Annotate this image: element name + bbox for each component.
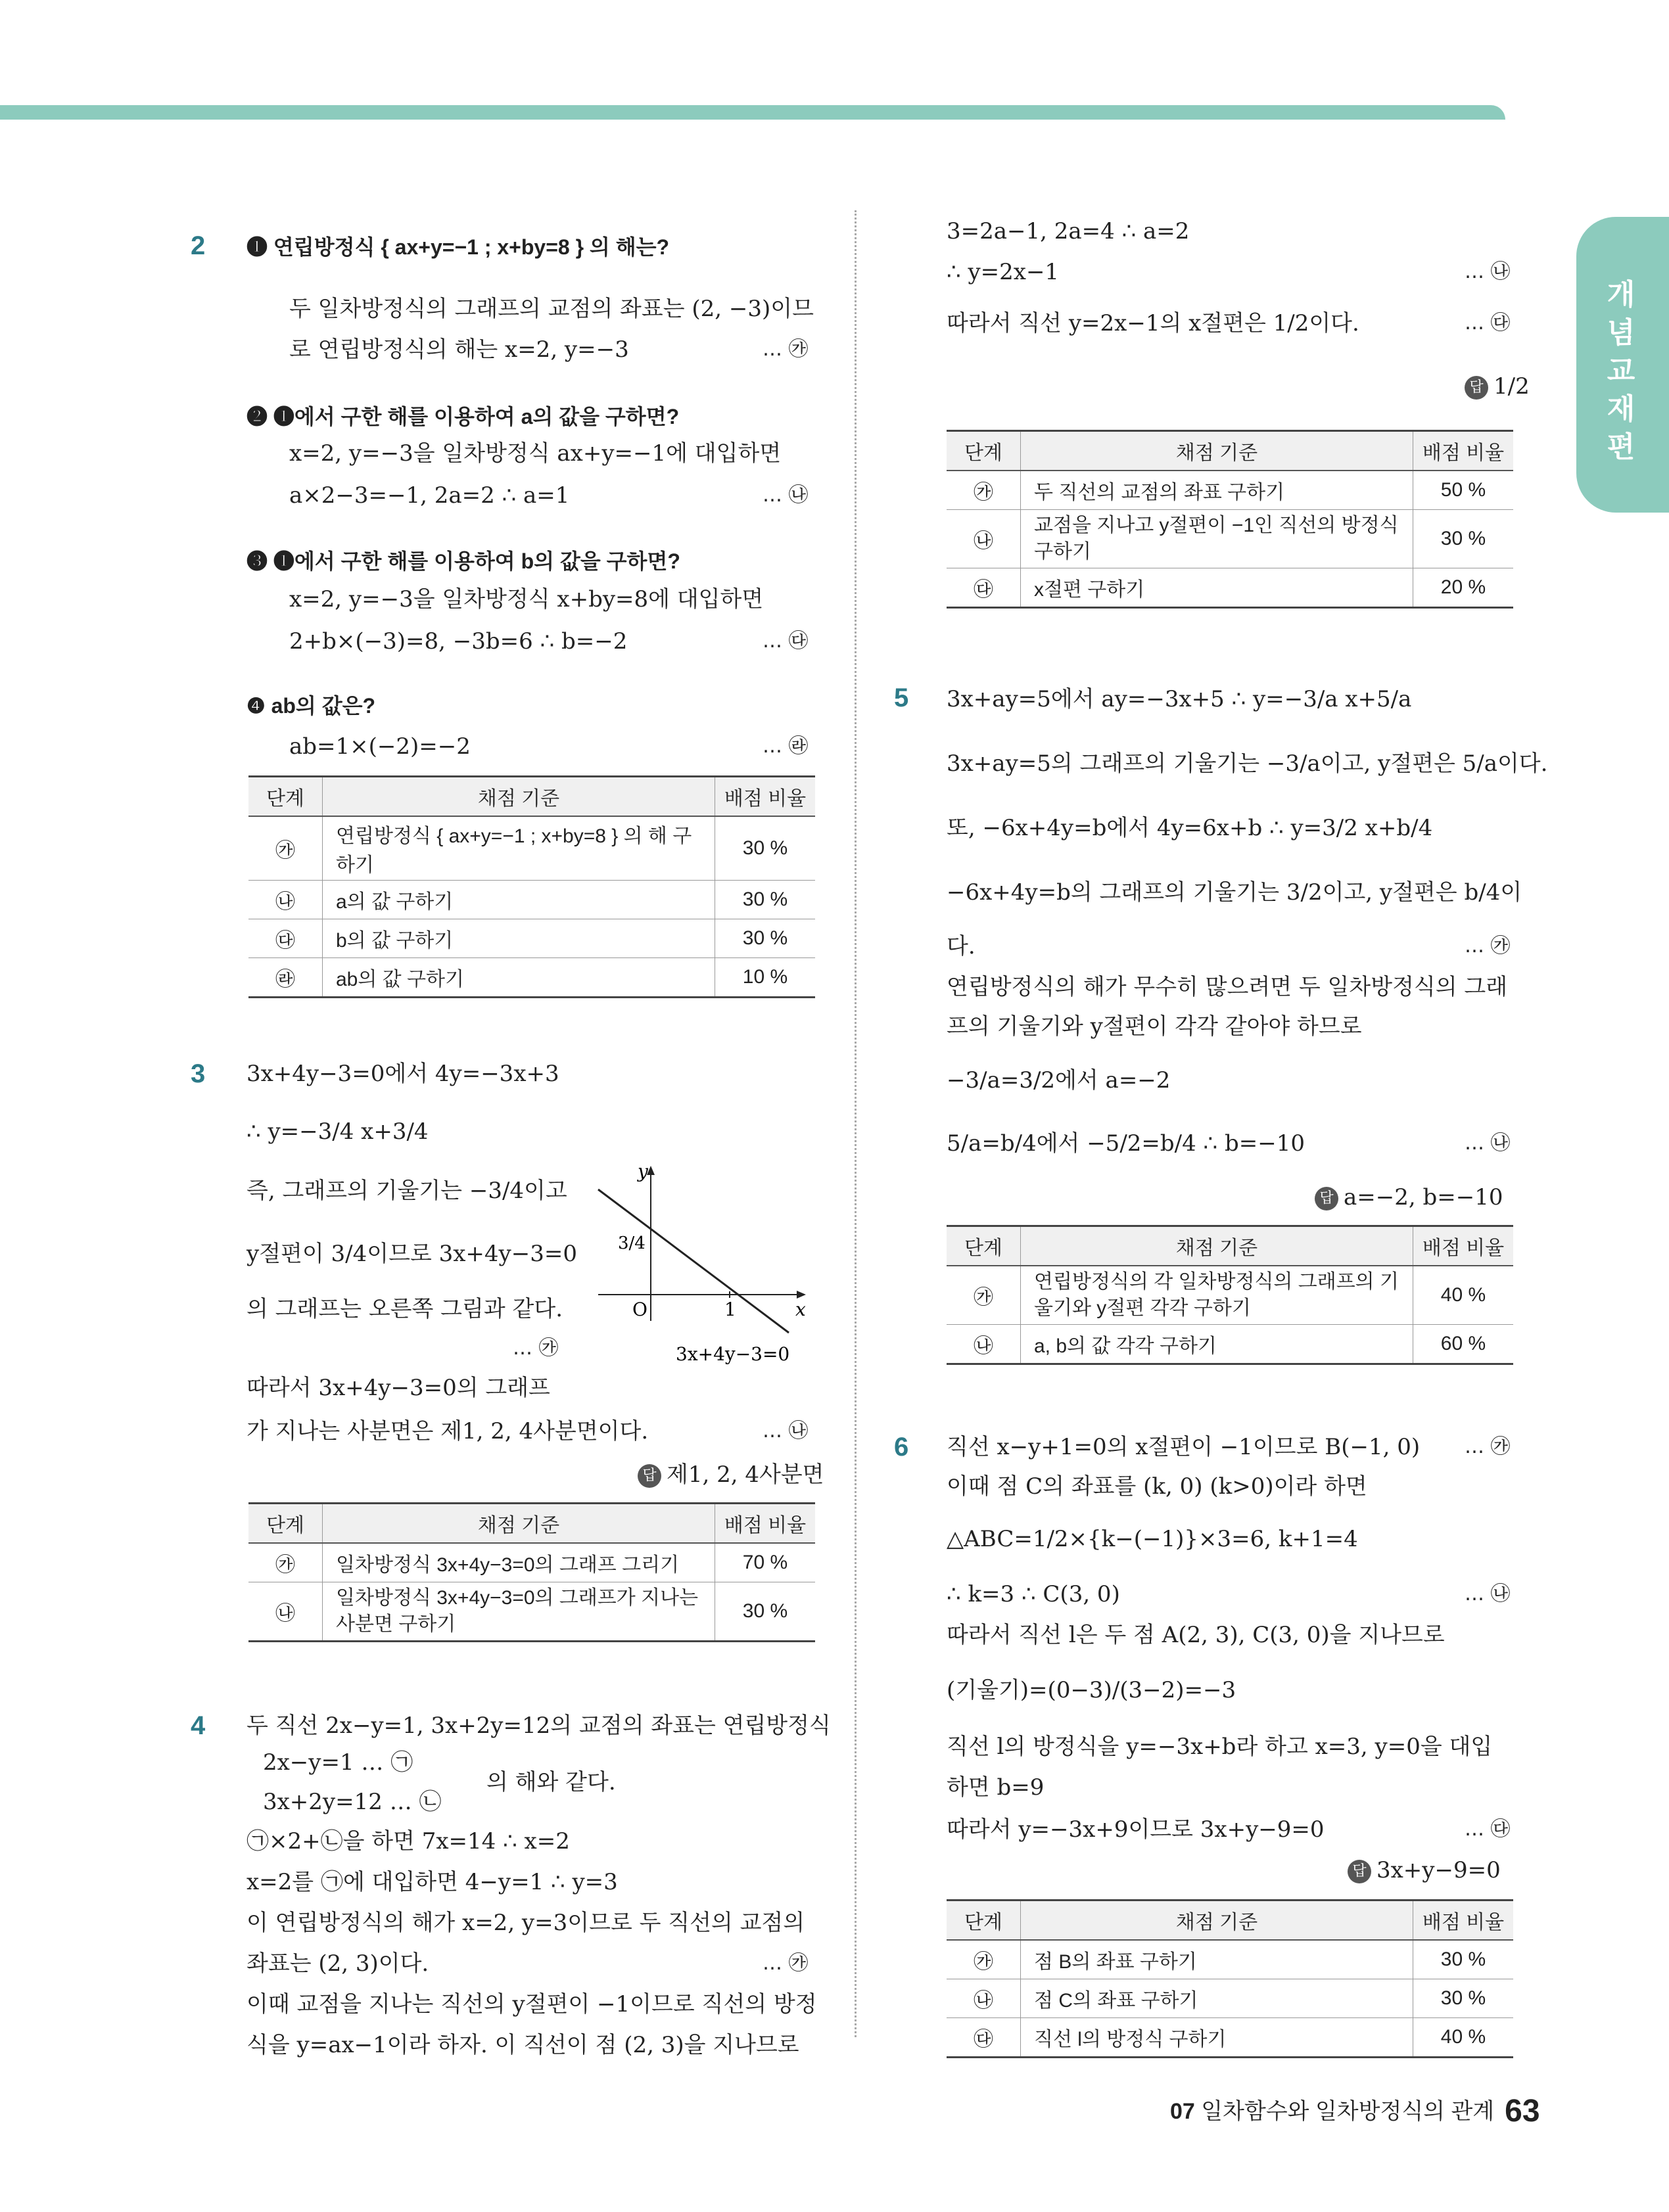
page-number: 63 [1505,2094,1540,2129]
cell: ㉯ [248,881,323,919]
p3-answer-text: 제1, 2, 4사분면 [667,1462,824,1488]
line-label: 3x+4y−3=0 [676,1343,790,1365]
p3-l3: 즉, 그래프의 기울기는 −3/4이고 [247,1178,567,1204]
p6-answer-text: 3x+y−9=0 [1376,1857,1501,1883]
th-step: 단계 [947,1226,1021,1266]
cell: ㉮ [248,816,323,881]
p5-l5: 다. [947,933,976,959]
cell: ㉯ [947,1325,1021,1364]
th-ratio: 배점 비율 [715,777,816,817]
cell: 일차방정식 3x+4y−3=0의 그래프가 지나는 사분면 구하기 [323,1582,715,1642]
p5-l2: 3x+ay=5의 그래프의 기울기는 −3/a이고, y절편은 5/a이다. [947,750,1548,777]
top-decor-bar [0,105,1505,120]
cell: 점 B의 좌표 구하기 [1021,1940,1413,1979]
p5-answer-text: a=−2, b=−10 [1344,1184,1503,1210]
p3-mark-na: … ㉯ [763,1419,809,1442]
p6-l1: 직선 x−y+1=0의 x절편이 −1이므로 B(−1, 0) [947,1434,1421,1460]
p5-l3: 또, −6x+4y=b에서 4y=6x+b ∴ y=3/2 x+b/4 [947,815,1433,841]
cell: 20 % [1413,568,1514,608]
footer-title: 일차함수와 일차방정식의 관계 [1201,2099,1495,2124]
problem-4-number: 4 [191,1711,206,1740]
cell: x절편 구하기 [1021,568,1413,608]
th-criteria: 채점 기준 [1021,431,1413,471]
cell: ㉮ [947,1940,1021,1979]
answer-icon: 답 [638,1464,661,1488]
column-divider [855,210,857,2037]
cell: 교점을 지나고 y절편이 −1인 직선의 방정식 구하기 [1021,510,1413,568]
p2-step4-question: ❹ ab의 값은? [247,694,376,718]
p6-l7: 직선 l의 방정식을 y=−3x+b라 하고 x=3, y=0을 대입 [947,1734,1493,1760]
footer-chapter: 07 [1170,2099,1195,2124]
y-tick-label: 3/4 [618,1233,646,1253]
problem-3-number: 3 [191,1059,206,1088]
cell: 연립방정식의 각 일차방정식의 그래프의 기울기와 y절편 각각 구하기 [1021,1266,1413,1325]
x-label: x [795,1299,806,1320]
p6-l4: ∴ k=3 ∴ C(3, 0) [947,1581,1120,1607]
p6-mark-da: … ㉰ [1465,1818,1511,1841]
th-step: 단계 [248,777,323,817]
p5-l6: 연립방정식의 해가 무수히 많으려면 두 일차방정식의 그래 [947,974,1508,1000]
p4-r1: 3=2a−1, 2a=4 ∴ a=2 [947,218,1190,244]
cell: 연립방정식 { ax+y=−1 ; x+by=8 } 의 해 구하기 [323,816,715,881]
p4-l3: ㉠×2+㉡을 하면 7x=14 ∴ x=2 [247,1828,570,1855]
p6-l2: 이때 점 C의 좌표를 (k, 0) (k>0)이라 하면 [947,1473,1367,1500]
cell: 30 % [715,816,816,881]
p4-mark-na: … ㉯ [1465,260,1511,283]
p4-r2: ∴ y=2x−1 [947,259,1060,285]
p5-grading-table [947,1225,1513,1365]
cell: 30 % [715,1582,816,1642]
cell: ㉰ [248,919,323,958]
p4-answer [1465,372,1530,401]
p3-answer [638,1460,824,1489]
th-step: 단계 [248,1504,323,1544]
p4-mark-ga: … ㉮ [763,1952,809,1975]
th-ratio: 배점 비율 [715,1504,816,1544]
th-ratio: 배점 비율 [1413,431,1514,471]
p2-step2-question: ❷ ❶에서 구한 해를 이용하여 a의 값을 구하면? [247,405,680,428]
p2-s2-a2: a×2−3=−1, 2a=2 ∴ a=1 [289,482,570,509]
answer-icon: 답 [1465,376,1488,400]
p2-s2-a1: x=2, y=−3을 일차방정식 ax+y=−1에 대입하면 [289,440,782,467]
th-criteria: 채점 기준 [1021,1226,1413,1266]
cell: b의 값 구하기 [323,919,715,958]
p4-l8: 식을 y=ax−1이라 하자. 이 직선이 점 (2, 3)을 지나므로 [247,2032,799,2058]
cell: ㉰ [947,568,1021,608]
p4-l2c: 의 해와 같다. [486,1769,616,1795]
cell: ㉯ [947,1979,1021,2018]
cell: 10 % [715,958,816,998]
p2-step1-question: ❶ 연립방정식 { ax+y=−1 ; x+by=8 } 의 해는? [247,235,670,259]
p4-l5: 이 연립방정식의 해가 x=2, y=3이므로 두 직선의 교점의 [247,1910,805,1936]
cell: ㉰ [947,2018,1021,2058]
p6-grading-table [947,1899,1513,2058]
p2-mark-da: … ㉰ [763,630,809,653]
p2-s4-a1: ab=1×(−2)=−2 [289,733,471,760]
p2-s1-a1: 두 일차방정식의 그래프의 교점의 좌표는 (2, −3)이므 [289,296,814,322]
problem-2-number: 2 [191,231,206,260]
cell: ㉮ [947,1266,1021,1325]
p4-answer-text: 1/2 [1493,373,1530,400]
p6-l8: 하면 b=9 [947,1774,1045,1801]
cell: ㉮ [248,1543,323,1582]
cell: 30 % [1413,1940,1514,1979]
p5-answer [1315,1183,1503,1212]
p2-s3-a1: x=2, y=−3을 일차방정식 x+by=8에 대입하면 [289,586,764,612]
cell: 30 % [1413,510,1514,568]
th-criteria: 채점 기준 [1021,1901,1413,1941]
page-footer [1170,2093,1540,2129]
p3-l5: 의 그래프는 오른쪽 그림과 같다. [247,1296,563,1322]
problem-5-number: 5 [894,683,909,712]
p4-l2a: 2x−y=1 … ㉠ [263,1749,413,1776]
side-tab [1576,217,1669,513]
cell: ㉱ [248,958,323,998]
cell: 일차방정식 3x+4y−3=0의 그래프 그리기 [323,1543,715,1582]
p6-mark-ga: … ㉮ [1465,1435,1511,1458]
th-ratio: 배점 비율 [1413,1226,1514,1266]
th-ratio: 배점 비율 [1413,1901,1514,1941]
cell: 30 % [1413,1979,1514,2018]
p6-l6: (기울기)=(0−3)/(3−2)=−3 [947,1677,1236,1703]
p6-l9: 따라서 y=−3x+9이므로 3x+y−9=0 [947,1816,1325,1843]
p2-grading-table [248,775,815,998]
p3-l7: 가 지나는 사분면은 제1, 2, 4사분면이다. [247,1418,649,1444]
cell: 40 % [1413,2018,1514,2058]
x-arrow [797,1291,806,1299]
p3-l4: y절편이 3/4이므로 3x+4y−3=0 [247,1241,577,1267]
p2-step3-question: ❸ ❶에서 구한 해를 이용하여 b의 값을 구하면? [247,549,680,573]
p5-l1: 3x+ay=5에서 ay=−3x+5 ∴ y=−3/a x+5/a [947,686,1412,712]
cell: 40 % [1413,1266,1514,1325]
p4-l2b: 3x+2y=12 … ㉡ [263,1789,442,1815]
p4-r3: 따라서 직선 y=2x−1의 x절편은 1/2이다. [947,310,1359,336]
th-criteria: 채점 기준 [323,1504,715,1544]
p3-grading-table [248,1502,815,1642]
cell: ㉯ [248,1582,323,1642]
cell: 두 직선의 교점의 좌표 구하기 [1021,471,1413,510]
p3-l2: ∴ y=−3/4 x+3/4 [247,1118,429,1145]
th-criteria: 채점 기준 [323,777,715,817]
cell: a, b의 값 각각 구하기 [1021,1325,1413,1364]
problem-6-number: 6 [894,1433,909,1462]
p4-l1: 두 직선 2x−y=1, 3x+2y=12의 교점의 좌표는 연립방정식 [247,1713,831,1739]
p2-s3-a2: 2+b×(−3)=8, −3b=6 ∴ b=−2 [289,628,628,655]
p4-l6: 좌표는 (2, 3)이다. [247,1950,429,1977]
p5-mark-na: … ㉯ [1465,1132,1511,1155]
p6-answer [1348,1856,1501,1885]
p3-graph [578,1163,815,1373]
p4-grading-table [947,430,1513,609]
y-label: y [638,1163,648,1182]
p2-mark-na: … ㉯ [763,484,809,507]
p5-l7: 프의 기울기와 y절편이 각각 같아야 하므로 [947,1013,1362,1040]
answer-icon: 답 [1315,1187,1338,1210]
cell: ㉯ [947,510,1021,568]
cell: 30 % [715,919,816,958]
p6-l3: △ABC=1/2×{k−(−1)}×3=6, k+1=4 [947,1526,1358,1552]
origin-label: O [632,1299,647,1320]
p5-mark-ga: … ㉮ [1465,934,1511,957]
cell: a의 값 구하기 [323,881,715,919]
x-tick-label: 1 [724,1299,736,1320]
p4-mark-da: … ㉰ [1465,311,1511,334]
p4-l4: x=2를 ㉠에 대입하면 4−y=1 ∴ y=3 [247,1869,618,1895]
th-step: 단계 [947,1901,1021,1941]
cell: 30 % [715,881,816,919]
p3-mark-ga: … ㉮ [513,1337,559,1360]
p6-mark-na: … ㉯ [1465,1582,1511,1605]
cell: ㉮ [947,471,1021,510]
p3-l1: 3x+4y−3=0에서 4y=−3x+3 [247,1061,559,1087]
graph-line [598,1189,789,1333]
p5-l4: −6x+4y=b의 그래프의 기울기는 3/2이고, y절편은 b/4이 [947,879,1522,906]
cell: 직선 l의 방정식 구하기 [1021,2018,1413,2058]
p6-l5: 따라서 직선 l은 두 점 A(2, 3), C(3, 0)을 지나므로 [947,1622,1445,1648]
side-tab-label: 개념교재편 [1607,279,1635,463]
cell: ab의 값 구하기 [323,958,715,998]
th-step: 단계 [947,431,1021,471]
p3-l6: 따라서 3x+4y−3=0의 그래프 [247,1375,550,1401]
p2-s1-a2: 로 연립방정식의 해는 x=2, y=−3 [289,336,629,363]
p2-mark-ga: … ㉮ [763,338,809,361]
cell: 점 C의 좌표 구하기 [1021,1979,1413,2018]
p5-l9: 5/a=b/4에서 −5/2=b/4 ∴ b=−10 [947,1130,1305,1157]
cell: 70 % [715,1543,816,1582]
answer-icon: 답 [1348,1860,1371,1883]
p2-mark-ra: … ㉱ [763,735,809,758]
cell: 50 % [1413,471,1514,510]
p4-l7: 이때 교점을 지나는 직선의 y절편이 −1이므로 직선의 방정 [247,1991,817,2017]
cell: 60 % [1413,1325,1514,1364]
p5-l8: −3/a=3/2에서 a=−2 [947,1067,1171,1094]
